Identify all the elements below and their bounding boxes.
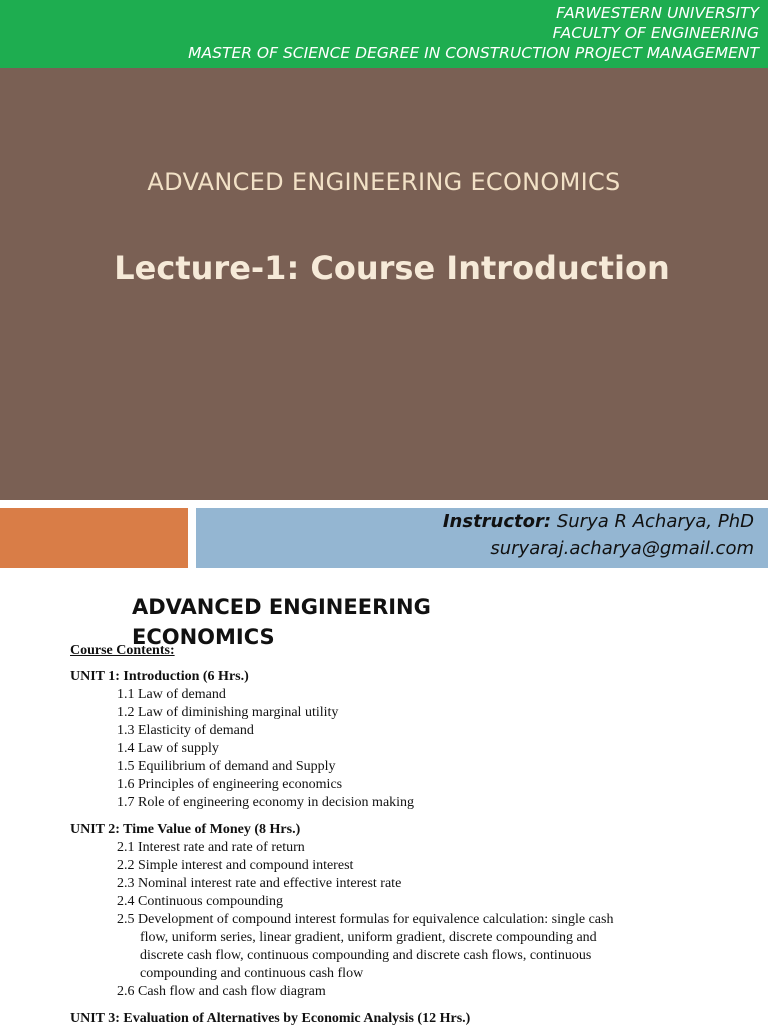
list-item: 2.4 Continuous compounding [117, 894, 284, 909]
list-item-continuation: flow, uniform series, linear gradient, uniform gradient, discrete compounding and [140, 930, 597, 945]
instructor-line [443, 511, 754, 532]
university-name: FARWESTERN UNIVERSITY [556, 4, 759, 22]
list-item-text: 2.5 Development of compound interest formulas for equivalence calculation: single cash [117, 912, 614, 927]
course-contents-label: Course Contents: [70, 643, 175, 658]
unit-3-title: UNIT 3: Evaluation of Alternatives by Economic Analysis (12 Hrs.) [70, 1011, 471, 1026]
list-item-continuation: compounding and continuous cash flow [140, 966, 364, 981]
list-item-continuation: discrete cash flow, continuous compounding and discrete cash flows, continuous [140, 948, 592, 963]
unit-1-title: UNIT 1: Introduction (6 Hrs.) [70, 669, 249, 684]
instructor-email: suryaraj.acharya@gmail.com [490, 538, 754, 559]
list-item: 2.6 Cash flow and cash flow diagram [117, 984, 326, 999]
list-item: 1.2 Law of diminishing marginal utility [117, 705, 339, 720]
unit-2-title: UNIT 2: Time Value of Money (8 Hrs.) [70, 822, 301, 837]
list-item: 1.7 Role of engineering economy in decision making [117, 795, 415, 810]
list-item: 1.1 Law of demand [117, 687, 226, 702]
list-item: 1.5 Equilibrium of demand and Supply [117, 759, 336, 774]
list-item: 1.4 Law of supply [117, 741, 219, 756]
degree-name: MASTER OF SCIENCE DEGREE IN CONSTRUCTION PROJECT MANAGEMENT [188, 44, 759, 62]
list-item: 2.1 Interest rate and rate of return [117, 840, 305, 855]
list-item: 2.3 Nominal interest rate and effective interest rate [117, 876, 402, 891]
list-item: 1.6 Principles of engineering economics [117, 777, 343, 792]
faculty-name: FACULTY OF ENGINEERING [552, 24, 759, 42]
list-item: 1.3 Elasticity of demand [117, 723, 254, 738]
course-title: ADVANCED ENGINEERING ECONOMICS [147, 168, 621, 196]
list-item: 2.2 Simple interest and compound interest [117, 858, 354, 873]
list-item-multiline [70, 911, 730, 983]
document-heading: ADVANCED ENGINEERING ECONOMICS [132, 595, 431, 649]
instructor-label: Instructor: [442, 511, 552, 532]
instructor-name: Surya R Acharya, PhD [556, 511, 754, 532]
lecture-title: Lecture-1: Course Introduction [114, 249, 670, 287]
orange-accent-block [0, 508, 188, 568]
header-bar [0, 0, 768, 68]
course-contents [70, 642, 730, 1028]
